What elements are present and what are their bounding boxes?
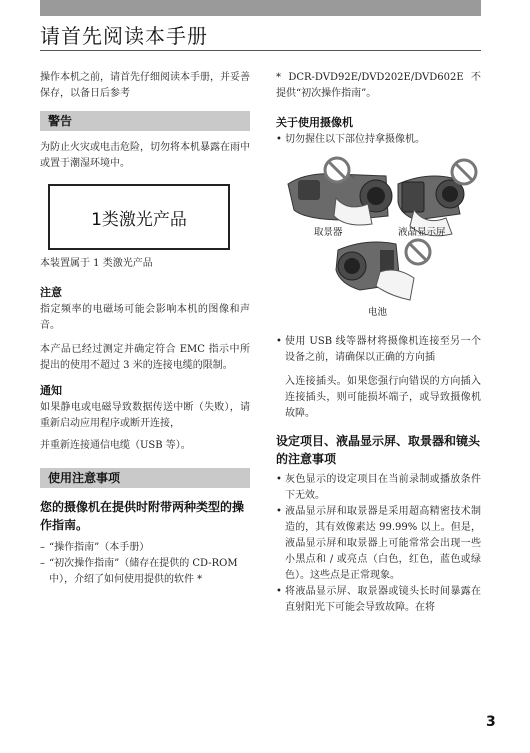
- laser-label-text: 1类激光产品: [91, 209, 187, 230]
- notice-text-2: 本产品已经过测定并确定符合 EMC 指示中所提出的使用不超过 3 米的连接电缆的限制。: [40, 344, 250, 371]
- warning-text: 为防止火灾或电击危险，切勿将本机暴露在雨中或置于潮湿环境中。: [40, 142, 250, 169]
- camcorder-battery-figure: [336, 242, 414, 300]
- usb-warning-continued: 入连接插头。如果您强行向错误的方向插入连接插头，则可能损坏端子，或导致摄像机故障。: [285, 376, 481, 419]
- notice-text-1: 指定频率的电磁场可能会影响本机的图像和声音。: [40, 304, 250, 331]
- intro-text: 操作本机之前，请首先仔细阅读本手册，并妥善保存，以备日后参考: [40, 72, 250, 99]
- notice-heading: 注意: [40, 286, 62, 299]
- notify-text-2: 并重新连接通信电缆（USB 等）。: [40, 440, 191, 451]
- page-number: 3: [486, 714, 496, 730]
- prohibited-icon: [406, 240, 430, 264]
- notify-text-1: 如果静电或电磁导致数据传送中断（失败），请重新启动应用程序或断开连接，: [40, 402, 250, 429]
- laser-product-label: [48, 184, 230, 250]
- prohibited-icon: [325, 158, 349, 182]
- usage-precautions-heading: 使用注意事项: [40, 468, 250, 488]
- settings-notes-heading: 设定项目、液晶显示屏、取景器和镜头的注意事项: [276, 434, 481, 466]
- viewfinder-label: 取景器: [314, 227, 343, 238]
- list-item: • 将液晶显示屏、取景器或镜头长时间暴露在直射阳光下可能会导致故障。在将: [276, 584, 481, 616]
- guides-heading: 您的摄像机在提供时附带两种类型的操作指南。: [40, 500, 245, 532]
- list-item: • 液晶显示屏和取景器是采用超高精密技术制造的，其有效像素达 99.99% 以上。但是，液晶显示屏和取景器上可能常常会出现一些小黑点和 / 或亮点（白色，红色，蓝色或绿色）。这些点是正常现象。: [276, 504, 481, 584]
- prohibited-icon: [452, 160, 476, 184]
- warning-heading: 警告: [40, 111, 250, 131]
- footnote-text: * DCR-DVD92E/DVD202E/DVD602E 不提供“初次操作指南”。: [276, 72, 481, 99]
- left-column: [40, 70, 250, 588]
- lcd-screen-label: 液晶显示屏: [398, 227, 446, 238]
- camera-handling-illustration: [276, 154, 481, 334]
- title-divider: [40, 50, 481, 51]
- laser-caption: 本装置属于 1 类激光产品: [40, 258, 153, 269]
- guides-list: [40, 540, 250, 588]
- usb-warning-list: [276, 334, 481, 366]
- right-column: [276, 70, 481, 616]
- list-item: – “操作指南”（本手册）: [40, 540, 250, 556]
- settings-notes-list: [276, 472, 481, 616]
- page-title: 请首先阅读本手册: [40, 24, 208, 48]
- camera-use-heading: 关于使用摄像机: [276, 116, 353, 129]
- header-bar: [40, 0, 481, 16]
- list-item: • 使用 USB 线等器材将摄像机连接至另一个设备之前，请确保以正确的方向插: [276, 334, 481, 366]
- list-item: – “初次操作指南”（储存在提供的 CD-ROM 中），介绍了如何使用提供的软件 *: [40, 556, 250, 588]
- list-item: • 灰色显示的设定项目在当前录制或播放条件下无效。: [276, 472, 481, 504]
- notify-heading: 通知: [40, 384, 62, 397]
- camera-use-list: [276, 132, 481, 148]
- battery-label: 电池: [368, 307, 388, 318]
- list-item: • 切勿握住以下部位持拿摄像机。: [276, 132, 481, 148]
